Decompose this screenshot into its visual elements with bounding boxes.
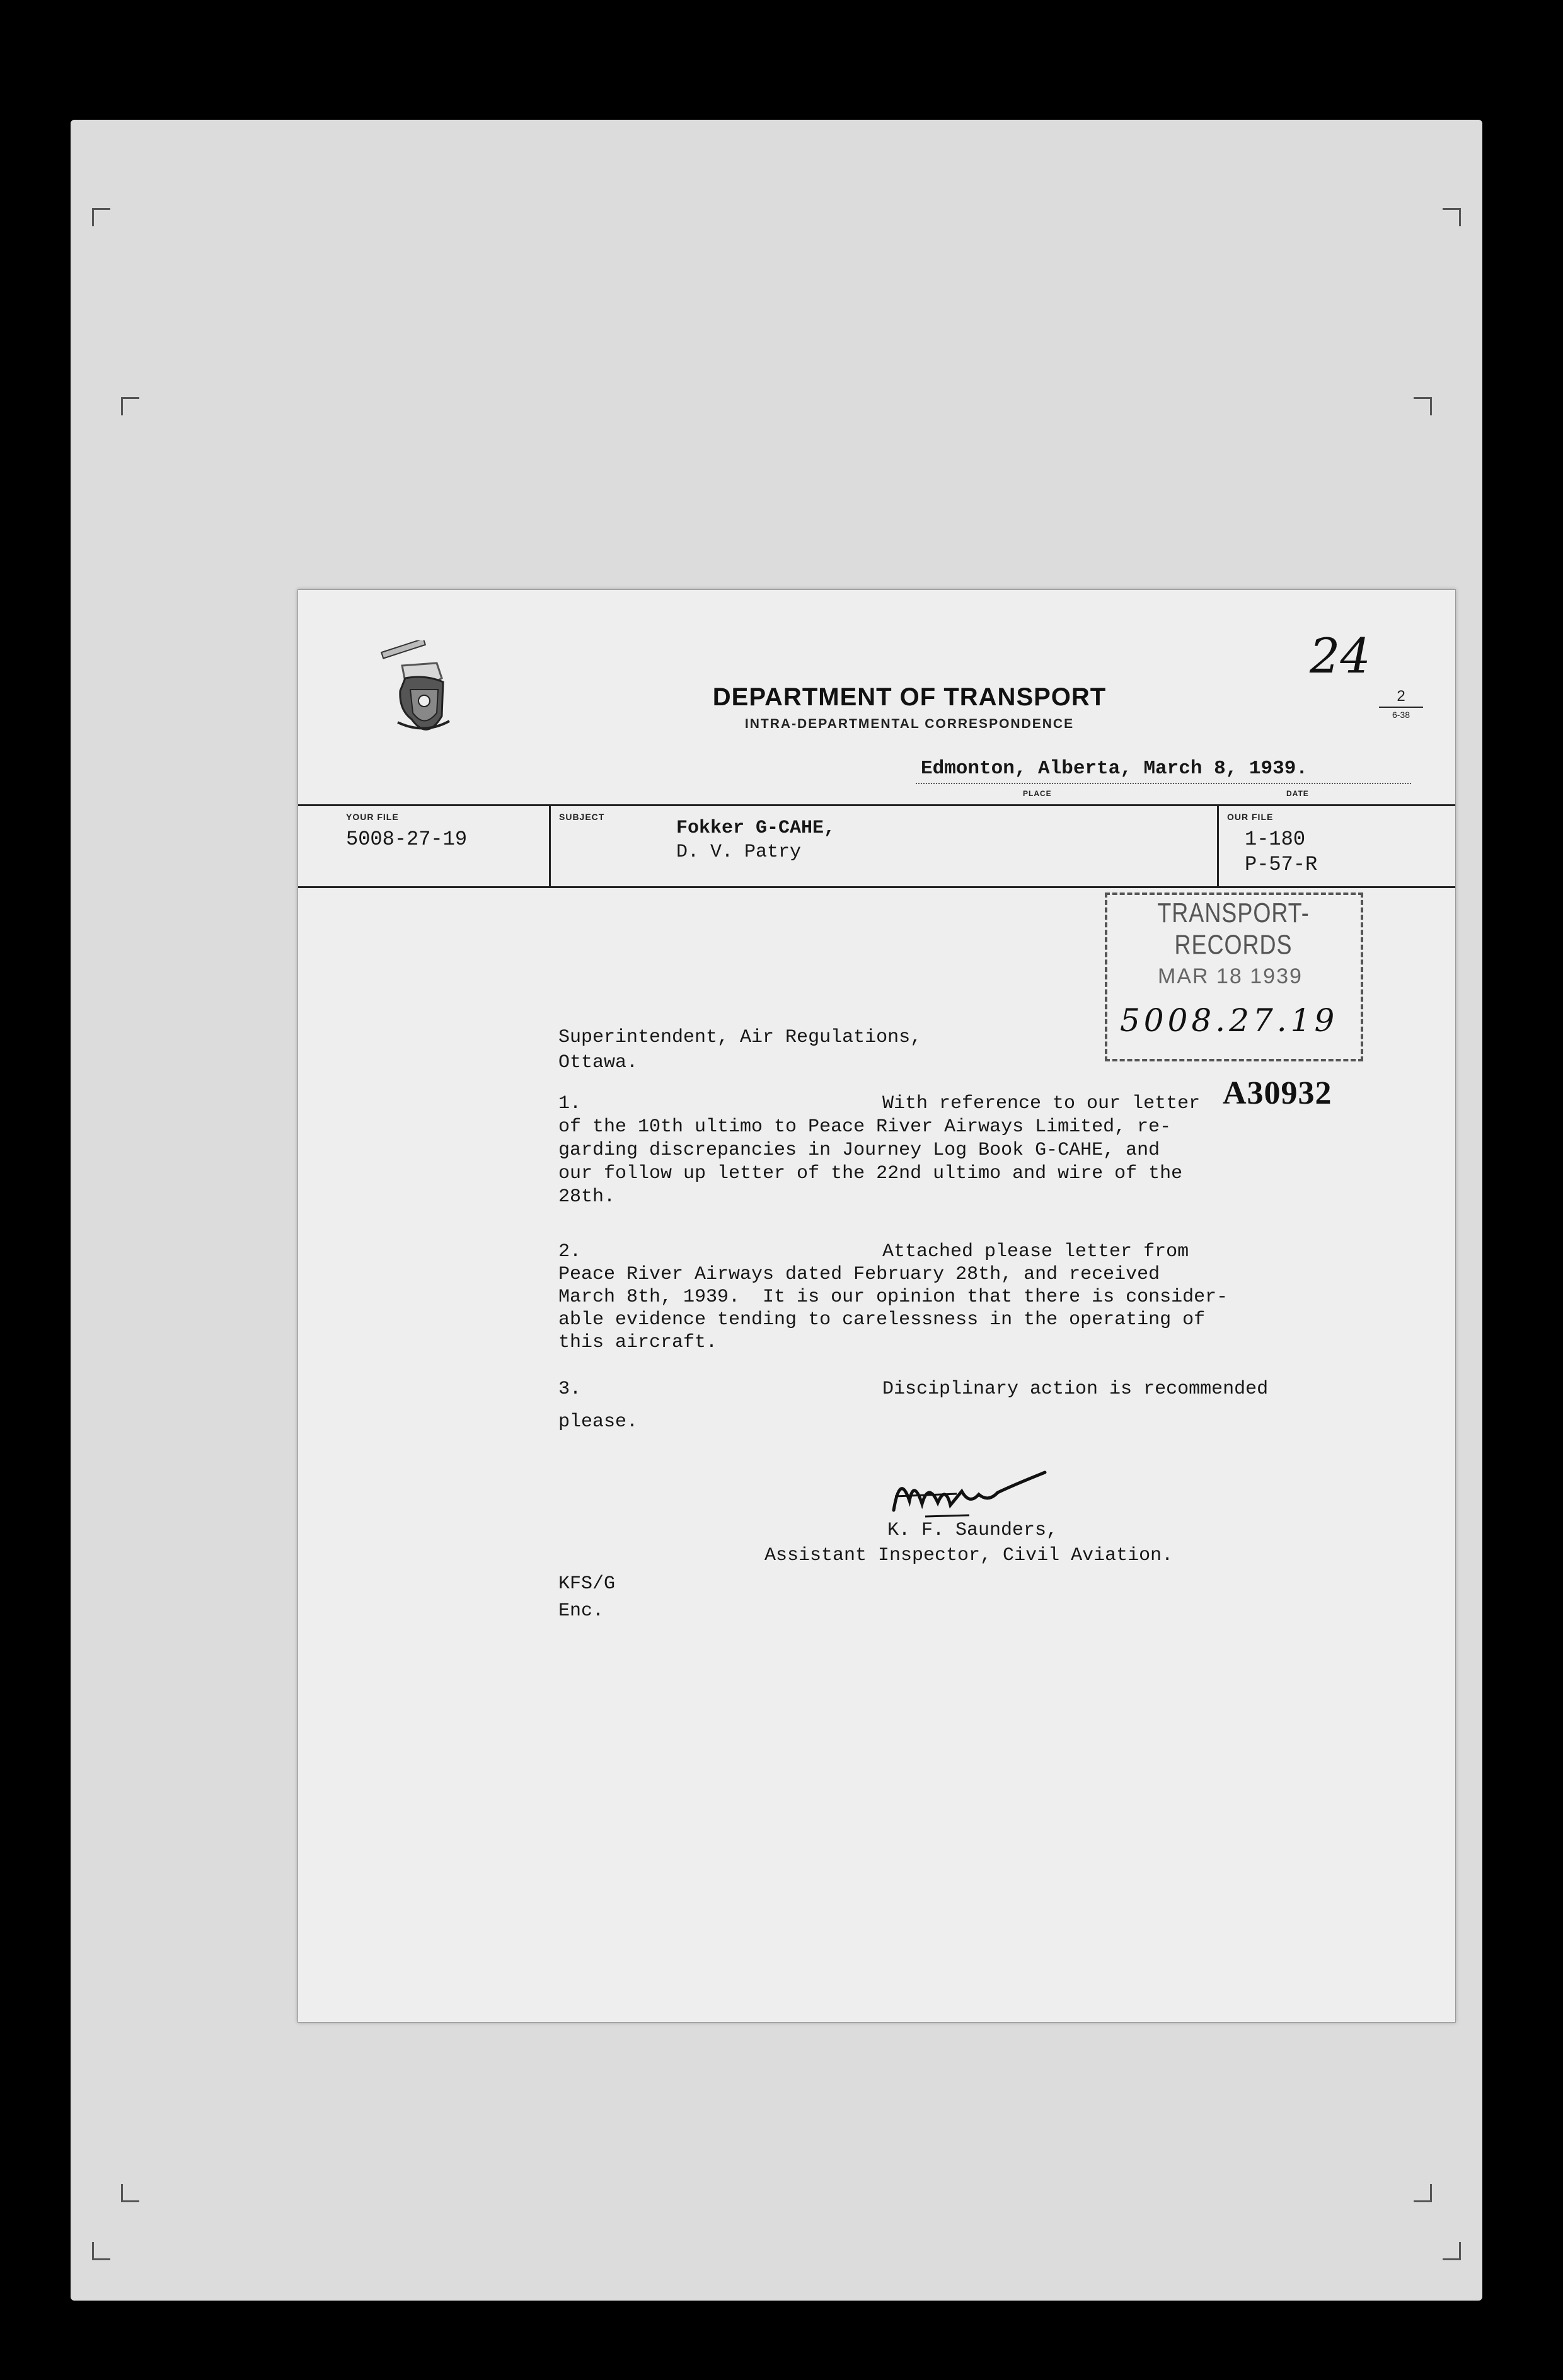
date-label: DATE: [1286, 789, 1309, 798]
corner-mark: [92, 2242, 110, 2260]
paragraph-1-line: 28th.: [558, 1186, 616, 1208]
corner-mark: [121, 2184, 139, 2202]
paragraph-3-line: please.: [558, 1411, 638, 1433]
paragraph-3-number: 3.: [558, 1378, 582, 1400]
our-file-label: OUR FILE: [1227, 812, 1274, 822]
corner-mark: [1443, 208, 1461, 226]
stamp-date: MAR 18 1939: [1158, 964, 1303, 988]
subject-line-2: D. V. Patry: [676, 841, 802, 863]
coat-of-arms-icon: [367, 640, 462, 748]
initials: KFS/G: [558, 1573, 616, 1595]
corner-mark: [121, 397, 139, 415]
memo-sheet: [297, 589, 1456, 2023]
file-box-top-rule: [298, 804, 1455, 806]
addressee-line-2: Ottawa.: [558, 1052, 638, 1073]
our-file-line-1: 1-180: [1245, 828, 1306, 851]
paragraph-1-line: of the 10th ultimo to Peace River Airways Limited, re-: [558, 1116, 1172, 1138]
department-title: DEPARTMENT OF TRANSPORT: [712, 683, 1107, 711]
paragraph-2-first-line: Attached please letter from: [882, 1241, 1189, 1262]
paragraph-2-line: this aircraft.: [558, 1332, 718, 1353]
place-date: Edmonton, Alberta, March 8, 1939.: [921, 758, 1308, 780]
subject-label: SUBJECT: [559, 812, 605, 822]
file-box-bottom-rule: [298, 886, 1455, 888]
form-number: [1379, 688, 1423, 720]
page-mark: 24: [1310, 628, 1371, 684]
subject-line-1: Fokker G-CAHE,: [676, 817, 836, 839]
corner-mark: [92, 208, 110, 226]
file-box-divider: [549, 806, 551, 886]
paragraph-2-line: March 8th, 1939. It is our opinion that there is consider-: [558, 1286, 1228, 1308]
handwritten-signature: [887, 1466, 1051, 1523]
signatory-title: Assistant Inspector, Civil Aviation.: [764, 1545, 1174, 1566]
reference-number: A30932: [1223, 1075, 1332, 1111]
your-file-number: 5008-27-19: [346, 828, 468, 851]
corner-mark: [1414, 2184, 1432, 2202]
our-file-line-2: P-57-R: [1245, 853, 1318, 876]
your-file-label: YOUR FILE: [346, 812, 399, 822]
paragraph-1-line: our follow up letter of the 22nd ultimo and wire of the: [558, 1163, 1183, 1184]
paragraph-3-first-line: Disciplinary action is recommended: [882, 1378, 1269, 1400]
stamp-title: TRANSPORT-RECORDS: [1157, 897, 1310, 961]
paragraph-1-number: 1.: [558, 1093, 582, 1114]
place-label: PLACE: [1023, 789, 1052, 798]
paragraph-2-number: 2.: [558, 1241, 582, 1262]
file-box-divider: [1217, 806, 1219, 886]
corner-mark: [1443, 2242, 1461, 2260]
enclosure: Enc.: [558, 1600, 604, 1622]
form-date: 6-38: [1392, 710, 1410, 720]
corner-mark: [1414, 397, 1432, 415]
addressee-line-1: Superintendent, Air Regulations,: [558, 1027, 922, 1048]
paragraph-1-first-line: With reference to our letter: [882, 1093, 1201, 1114]
paragraph-2-line: Peace River Airways dated February 28th, and received: [558, 1264, 1160, 1285]
stamp-file-number: 5008.27.19: [1120, 1002, 1339, 1039]
records-stamp: [1105, 893, 1363, 1061]
correspondence-subtitle: INTRA-DEPARTMENTAL CORRESPONDENCE: [744, 717, 1075, 731]
place-date-underline: [916, 783, 1411, 784]
paragraph-2-line: able evidence tending to carelessness in the operating of: [558, 1309, 1206, 1331]
signatory-name: K. F. Saunders,: [887, 1520, 1058, 1541]
paragraph-1-line: garding discrepancies in Journey Log Book G-CAHE, and: [558, 1140, 1160, 1161]
form-number-value: 2: [1379, 688, 1423, 708]
